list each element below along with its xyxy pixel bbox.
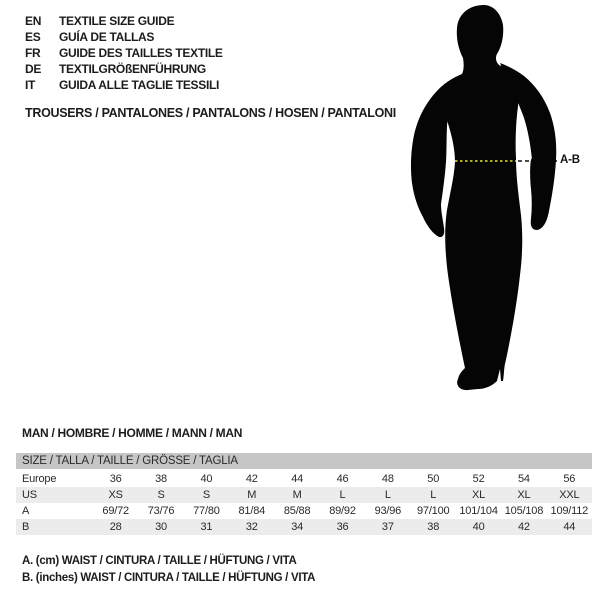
size-value: 93/96: [374, 505, 402, 517]
size-table: [16, 453, 592, 535]
size-value: 36: [109, 473, 122, 485]
language-code: FR: [25, 46, 41, 60]
waist-measure-label: A-B: [560, 154, 580, 166]
size-value: 69/72: [102, 505, 129, 517]
size-value: S: [202, 489, 210, 501]
size-value: 54: [518, 473, 530, 485]
size-value: 38: [155, 473, 167, 485]
size-value: 48: [381, 473, 394, 485]
language-code: ES: [25, 30, 41, 44]
language-code: IT: [25, 78, 36, 92]
size-value: 32: [245, 521, 258, 533]
size-value: 56: [563, 473, 576, 485]
size-value: 89/92: [329, 505, 356, 517]
measure-notes: [22, 553, 315, 587]
size-value: 73/76: [147, 505, 175, 517]
size-value: 77/80: [193, 505, 220, 517]
size-value: M: [247, 489, 257, 501]
size-value: 101/104: [459, 505, 498, 517]
row-label: B: [22, 521, 30, 533]
size-table-body: [16, 471, 592, 535]
size-value: L: [430, 489, 437, 501]
language-row-it: [25, 77, 223, 93]
size-value: XS: [108, 489, 123, 501]
size-value: 50: [427, 473, 440, 485]
man-silhouette-figure: [400, 0, 600, 400]
size-value: 42: [518, 521, 530, 533]
size-value: 36: [336, 521, 349, 533]
language-text: TEXTILE SIZE GUIDE: [59, 14, 175, 28]
size-value: 109/112: [550, 505, 589, 517]
size-value: 34: [291, 521, 304, 533]
size-table-row-a: [16, 503, 592, 519]
size-value: L: [384, 489, 391, 501]
size-value: 37: [381, 521, 394, 533]
size-value: M: [292, 489, 302, 501]
row-label: US: [22, 489, 37, 501]
silhouette-body: [442, 5, 523, 390]
language-row-de: [25, 61, 223, 77]
size-value: 30: [155, 521, 167, 533]
language-text: GUIDA ALLE TAGLIE TESSILI: [59, 78, 220, 92]
size-table-row-europe: [16, 471, 592, 487]
garment-title: TROUSERS / PANTALONES / PANTALONS / HOSEN / PANTALONI: [25, 106, 396, 120]
size-value: 105/108: [504, 505, 544, 517]
size-value: 31: [200, 521, 213, 533]
size-value: 46: [336, 473, 349, 485]
measure-note-a: A. (cm) WAIST / CINTURA / TAILLE / HÜFTUNG / VITA: [22, 555, 297, 567]
size-value: 44: [563, 521, 576, 533]
language-code: DE: [25, 62, 42, 76]
size-value: XL: [472, 489, 486, 501]
language-row-es: [25, 29, 223, 45]
size-table-row-us: [16, 487, 592, 503]
section-title-man: MAN / HOMBRE / HOMME / MANN / MAN: [22, 426, 243, 440]
size-value: 52: [472, 473, 485, 485]
size-value: 85/88: [283, 505, 311, 517]
size-value: S: [157, 489, 165, 501]
size-value: L: [339, 489, 346, 501]
size-table-header: SIZE / TALLA / TAILLE / GRÖSSE / TAGLIA: [16, 453, 592, 469]
language-legend: [25, 13, 223, 93]
size-value: 97/100: [416, 505, 450, 517]
size-value: 44: [291, 473, 304, 485]
size-value: 38: [427, 521, 440, 533]
language-row-en: [25, 13, 223, 29]
size-value: 40: [200, 473, 213, 485]
size-value: 28: [109, 521, 122, 533]
language-text: TEXTILGRÖßENFÜHRUNG: [59, 62, 206, 76]
size-table-row-b: [16, 519, 592, 535]
size-value: XL: [517, 489, 531, 501]
language-text: GUIDE DES TAILLES TEXTILE: [59, 46, 223, 60]
size-value: 40: [472, 521, 485, 533]
language-code: EN: [25, 14, 42, 28]
row-label: A: [22, 505, 30, 517]
size-value: XXL: [559, 489, 580, 501]
row-label: Europe: [22, 473, 57, 485]
language-row-fr: [25, 45, 223, 61]
size-value: 81/84: [238, 505, 266, 517]
size-value: 42: [245, 473, 258, 485]
language-text: GUÍA DE TALLAS: [59, 30, 155, 44]
measure-note-b: B. (inches) WAIST / CINTURA / TAILLE / HÜFTUNG / VITA: [22, 572, 316, 584]
